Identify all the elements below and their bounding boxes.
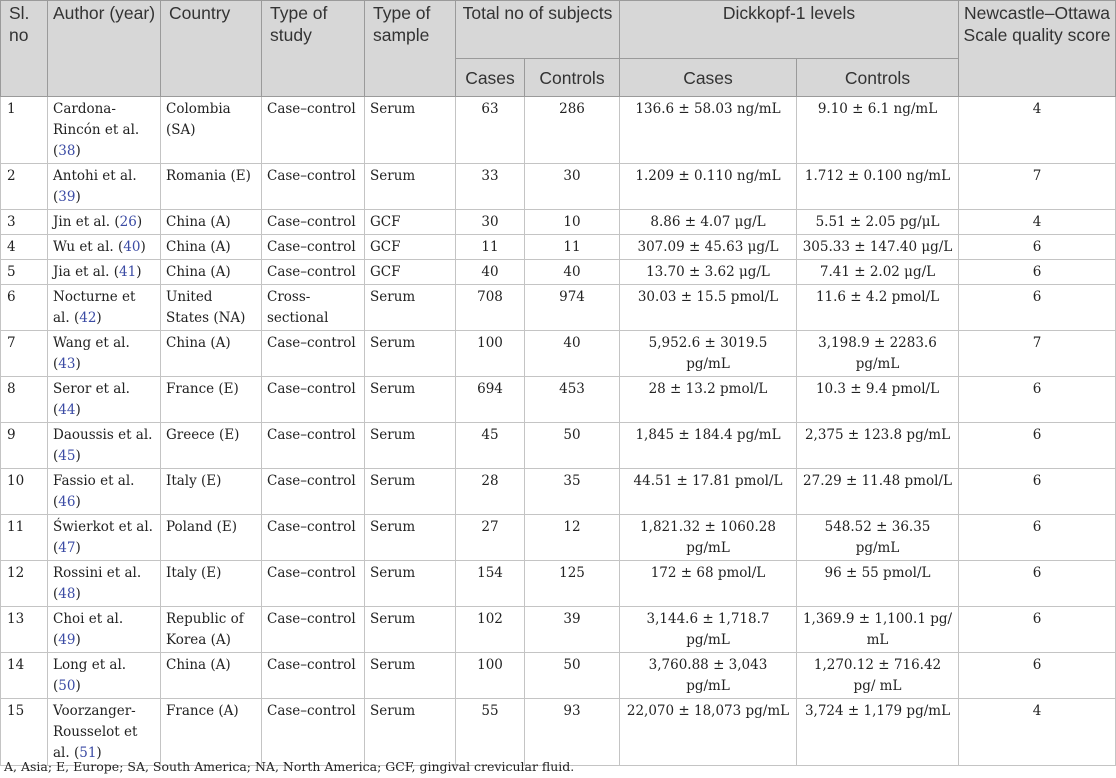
- cell-total-cases: 40: [456, 260, 525, 285]
- cell-dkk-controls: 7.41 ± 2.02 μg/L: [797, 260, 959, 285]
- reference-link[interactable]: 38: [58, 143, 76, 159]
- cell-total-cases: 28: [456, 469, 525, 515]
- author-name: Long et al.: [53, 657, 127, 673]
- cell-total-controls: 50: [525, 423, 620, 469]
- cell-sample-type: Serum: [365, 377, 456, 423]
- author-name: Antohi et al.: [53, 168, 137, 184]
- cell-dkk-controls: 9.10 ± 6.1 ng/mL: [797, 97, 959, 164]
- cell-sl-no: 13: [1, 607, 48, 653]
- cell-sample-type: Serum: [365, 515, 456, 561]
- cell-sample-type: Serum: [365, 331, 456, 377]
- cell-country: Italy (E): [161, 469, 262, 515]
- cell-total-controls: 93: [525, 699, 620, 766]
- cell-study-type: Case–control: [262, 377, 365, 423]
- cell-sample-type: Serum: [365, 653, 456, 699]
- author-name: Jia et al.: [53, 264, 110, 280]
- reference-link[interactable]: 43: [58, 356, 76, 372]
- cell-country: China (A): [161, 653, 262, 699]
- cell-dkk-controls: 548.52 ± 36.35 pg/mL: [797, 515, 959, 561]
- cell-author: Świerkot et al. (47): [48, 515, 161, 561]
- cell-author: Wang et al. (43): [48, 331, 161, 377]
- cell-total-cases: 63: [456, 97, 525, 164]
- cell-sample-type: Serum: [365, 97, 456, 164]
- cell-dkk-controls: 1.712 ± 0.100 ng/mL: [797, 164, 959, 210]
- cell-total-controls: 11: [525, 235, 620, 260]
- author-name: Daoussis et al.: [53, 427, 153, 443]
- cell-author: Choi et al. (49): [48, 607, 161, 653]
- author-name: Fassio et al.: [53, 473, 135, 489]
- table-row: [1, 210, 1116, 235]
- cell-study-type: Case–control: [262, 561, 365, 607]
- cell-total-controls: 286: [525, 97, 620, 164]
- cell-total-controls: 39: [525, 607, 620, 653]
- reference-link[interactable]: 41: [119, 264, 137, 280]
- author-name: Voorzanger-Rousselot et al.: [53, 703, 138, 761]
- author-name: Rossini et al.: [53, 565, 142, 581]
- cell-sl-no: 14: [1, 653, 48, 699]
- cell-author: Fassio et al. (46): [48, 469, 161, 515]
- table-row: [1, 377, 1116, 423]
- cell-nos-score: 6: [959, 377, 1116, 423]
- cell-dkk-controls: 96 ± 55 pmol/L: [797, 561, 959, 607]
- cell-total-controls: 125: [525, 561, 620, 607]
- author-name: Świerkot et al.: [53, 519, 153, 535]
- table-row: [1, 469, 1116, 515]
- cell-sl-no: 5: [1, 260, 48, 285]
- table-row: [1, 285, 1116, 331]
- cell-sample-type: Serum: [365, 607, 456, 653]
- cell-study-type: Case–control: [262, 515, 365, 561]
- cell-dkk-cases: 8.86 ± 4.07 μg/L: [620, 210, 797, 235]
- cell-author: Daoussis et al. (45): [48, 423, 161, 469]
- cell-total-controls: 40: [525, 331, 620, 377]
- cell-sample-type: Serum: [365, 469, 456, 515]
- cell-dkk-controls: 305.33 ± 147.40 μg/L: [797, 235, 959, 260]
- table-row: [1, 699, 1116, 766]
- cell-total-cases: 154: [456, 561, 525, 607]
- cell-total-controls: 35: [525, 469, 620, 515]
- cell-sample-type: Serum: [365, 164, 456, 210]
- cell-dkk-cases: 172 ± 68 pmol/L: [620, 561, 797, 607]
- reference-link[interactable]: 42: [79, 310, 97, 326]
- cell-study-type: Case–control: [262, 423, 365, 469]
- cell-country: China (A): [161, 260, 262, 285]
- cell-country: Poland (E): [161, 515, 262, 561]
- table-row: [1, 423, 1116, 469]
- author-name: Jin et al.: [53, 214, 111, 230]
- cell-study-type: Case–control: [262, 260, 365, 285]
- reference-link[interactable]: 39: [58, 189, 76, 205]
- cell-dkk-controls: 10.3 ± 9.4 pmol/L: [797, 377, 959, 423]
- cell-dkk-cases: 30.03 ± 15.5 pmol/L: [620, 285, 797, 331]
- cell-sl-no: 8: [1, 377, 48, 423]
- cell-total-cases: 100: [456, 331, 525, 377]
- cell-nos-score: 6: [959, 235, 1116, 260]
- cell-author: Antohi et al. (39): [48, 164, 161, 210]
- reference-link[interactable]: 44: [58, 402, 76, 418]
- cell-study-type: Case–control: [262, 699, 365, 766]
- cell-dkk-cases: 1,845 ± 184.4 pg/mL: [620, 423, 797, 469]
- cell-sl-no: 2: [1, 164, 48, 210]
- table-body: [1, 97, 1116, 766]
- cell-nos-score: 7: [959, 164, 1116, 210]
- author-name: Seror et al.: [53, 381, 130, 397]
- cell-sample-type: GCF: [365, 235, 456, 260]
- cell-nos-score: 6: [959, 469, 1116, 515]
- table-footnote: A, Asia; E, Europe; SA, South America; NA, North America; GCF, gingival crevicular fluid.: [4, 759, 575, 774]
- header-nos-score: Newcastle–Ottawa Scale quality score: [959, 1, 1116, 97]
- header-type-of-sample: Type of sample: [365, 1, 456, 97]
- cell-study-type: Case–control: [262, 653, 365, 699]
- cell-country: China (A): [161, 331, 262, 377]
- reference-link[interactable]: 50: [58, 678, 76, 694]
- author-name: Cardona-Rincón et al.: [53, 101, 140, 138]
- header-dkk-cases: Cases: [620, 59, 797, 97]
- cell-country: Italy (E): [161, 561, 262, 607]
- cell-author: Nocturne et al. (42): [48, 285, 161, 331]
- header-country: Country: [161, 1, 262, 97]
- cell-sl-no: 10: [1, 469, 48, 515]
- cell-study-type: Case–control: [262, 210, 365, 235]
- cell-total-cases: 45: [456, 423, 525, 469]
- cell-sl-no: 9: [1, 423, 48, 469]
- reference-link[interactable]: 26: [119, 214, 137, 230]
- cell-nos-score: 6: [959, 653, 1116, 699]
- cell-dkk-controls: 3,724 ± 1,179 pg/mL: [797, 699, 959, 766]
- cell-total-controls: 30: [525, 164, 620, 210]
- cell-total-cases: 33: [456, 164, 525, 210]
- cell-country: France (E): [161, 377, 262, 423]
- cell-nos-score: 6: [959, 285, 1116, 331]
- table-row: [1, 235, 1116, 260]
- cell-dkk-controls: 3,198.9 ± 2283.6 pg/mL: [797, 331, 959, 377]
- table-row: [1, 164, 1116, 210]
- cell-dkk-cases: 44.51 ± 17.81 pmol/L: [620, 469, 797, 515]
- cell-dkk-controls: 5.51 ± 2.05 pg/μL: [797, 210, 959, 235]
- cell-sl-no: 12: [1, 561, 48, 607]
- cell-total-controls: 453: [525, 377, 620, 423]
- cell-total-controls: 10: [525, 210, 620, 235]
- cell-dkk-cases: 5,952.6 ± 3019.5 pg/mL: [620, 331, 797, 377]
- cell-nos-score: 6: [959, 260, 1116, 285]
- cell-dkk-cases: 13.70 ± 3.62 μg/L: [620, 260, 797, 285]
- cell-total-controls: 12: [525, 515, 620, 561]
- cell-dkk-controls: 2,375 ± 123.8 pg/mL: [797, 423, 959, 469]
- cell-study-type: Case–control: [262, 607, 365, 653]
- cell-nos-score: 6: [959, 561, 1116, 607]
- header-type-of-study: Type of study: [262, 1, 365, 97]
- cell-nos-score: 4: [959, 699, 1116, 766]
- header-sl-no: Sl. no: [1, 1, 48, 97]
- table-row: [1, 653, 1116, 699]
- cell-total-controls: 40: [525, 260, 620, 285]
- reference-link[interactable]: 49: [58, 632, 76, 648]
- cell-country: Colombia (SA): [161, 97, 262, 164]
- cell-total-cases: 11: [456, 235, 525, 260]
- cell-dkk-cases: 307.09 ± 45.63 μg/L: [620, 235, 797, 260]
- header-total-cases: Cases: [456, 59, 525, 97]
- cell-country: Romania (E): [161, 164, 262, 210]
- header-dickkopf-levels: Dickkopf-1 levels: [620, 1, 959, 59]
- table-row: [1, 260, 1116, 285]
- cell-author: Cardona-Rincón et al. (38): [48, 97, 161, 164]
- cell-dkk-cases: 28 ± 13.2 pmol/L: [620, 377, 797, 423]
- cell-study-type: Cross-sectional: [262, 285, 365, 331]
- cell-total-cases: 27: [456, 515, 525, 561]
- cell-author: Wu et al. (40): [48, 235, 161, 260]
- cell-dkk-controls: 27.29 ± 11.48 pmol/L: [797, 469, 959, 515]
- cell-dkk-controls: 1,270.12 ± 716.42 pg/ mL: [797, 653, 959, 699]
- cell-sample-type: Serum: [365, 561, 456, 607]
- reference-link[interactable]: 47: [58, 540, 76, 556]
- cell-study-type: Case–control: [262, 164, 365, 210]
- cell-dkk-cases: 1.209 ± 0.110 ng/mL: [620, 164, 797, 210]
- cell-study-type: Case–control: [262, 235, 365, 260]
- cell-sample-type: Serum: [365, 699, 456, 766]
- author-name: Wang et al.: [53, 335, 130, 351]
- cell-author: Rossini et al. (48): [48, 561, 161, 607]
- reference-link[interactable]: 45: [58, 448, 76, 464]
- cell-country: China (A): [161, 210, 262, 235]
- reference-link[interactable]: 51: [79, 745, 97, 761]
- cell-country: France (A): [161, 699, 262, 766]
- cell-dkk-controls: 11.6 ± 4.2 pmol/L: [797, 285, 959, 331]
- cell-author: Voorzanger-Rousselot et al. (51): [48, 699, 161, 766]
- cell-dkk-cases: 1,821.32 ± 1060.28 pg/mL: [620, 515, 797, 561]
- cell-sample-type: GCF: [365, 210, 456, 235]
- cell-total-cases: 30: [456, 210, 525, 235]
- cell-country: Republic of Korea (A): [161, 607, 262, 653]
- cell-sample-type: GCF: [365, 260, 456, 285]
- table-row: [1, 97, 1116, 164]
- reference-link[interactable]: 46: [58, 494, 76, 510]
- cell-author: Long et al. (50): [48, 653, 161, 699]
- cell-nos-score: 6: [959, 515, 1116, 561]
- cell-sample-type: Serum: [365, 285, 456, 331]
- cell-country: China (A): [161, 235, 262, 260]
- cell-total-cases: 694: [456, 377, 525, 423]
- cell-sl-no: 15: [1, 699, 48, 766]
- cell-country: Greece (E): [161, 423, 262, 469]
- author-name: Wu et al.: [53, 239, 114, 255]
- cell-sl-no: 6: [1, 285, 48, 331]
- cell-sl-no: 1: [1, 97, 48, 164]
- cell-sl-no: 7: [1, 331, 48, 377]
- cell-study-type: Case–control: [262, 331, 365, 377]
- cell-dkk-cases: 3,760.88 ± 3,043 pg/mL: [620, 653, 797, 699]
- cell-author: Jia et al. (41): [48, 260, 161, 285]
- cell-author: Seror et al. (44): [48, 377, 161, 423]
- cell-nos-score: 4: [959, 210, 1116, 235]
- cell-total-cases: 102: [456, 607, 525, 653]
- cell-nos-score: 4: [959, 97, 1116, 164]
- cell-study-type: Case–control: [262, 97, 365, 164]
- cell-total-cases: 708: [456, 285, 525, 331]
- cell-dkk-cases: 22,070 ± 18,073 pg/mL: [620, 699, 797, 766]
- cell-sl-no: 3: [1, 210, 48, 235]
- cell-country: United States (NA): [161, 285, 262, 331]
- reference-link[interactable]: 48: [58, 586, 76, 602]
- cell-sl-no: 4: [1, 235, 48, 260]
- cell-total-controls: 50: [525, 653, 620, 699]
- cell-nos-score: 6: [959, 423, 1116, 469]
- cell-author: Jin et al. (26): [48, 210, 161, 235]
- cell-dkk-cases: 136.6 ± 58.03 ng/mL: [620, 97, 797, 164]
- cell-sample-type: Serum: [365, 423, 456, 469]
- cell-dkk-cases: 3,144.6 ± 1,718.7 pg/mL: [620, 607, 797, 653]
- author-name: Nocturne et al.: [53, 289, 136, 326]
- cell-nos-score: 6: [959, 607, 1116, 653]
- header-total-controls: Controls: [525, 59, 620, 97]
- cell-nos-score: 7: [959, 331, 1116, 377]
- table-row: [1, 515, 1116, 561]
- table-row: [1, 331, 1116, 377]
- header-dkk-controls: Controls: [797, 59, 959, 97]
- cell-total-cases: 55: [456, 699, 525, 766]
- table-row: [1, 561, 1116, 607]
- cell-dkk-controls: 1,369.9 ± 1,100.1 pg/ mL: [797, 607, 959, 653]
- header-total-subjects: Total no of subjects: [456, 1, 620, 59]
- header-author: Author (year): [48, 1, 161, 97]
- table-row: [1, 607, 1116, 653]
- cell-sl-no: 11: [1, 515, 48, 561]
- reference-link[interactable]: 40: [123, 239, 141, 255]
- author-name: Choi et al.: [53, 611, 124, 627]
- cell-total-cases: 100: [456, 653, 525, 699]
- cell-study-type: Case–control: [262, 469, 365, 515]
- cell-total-controls: 974: [525, 285, 620, 331]
